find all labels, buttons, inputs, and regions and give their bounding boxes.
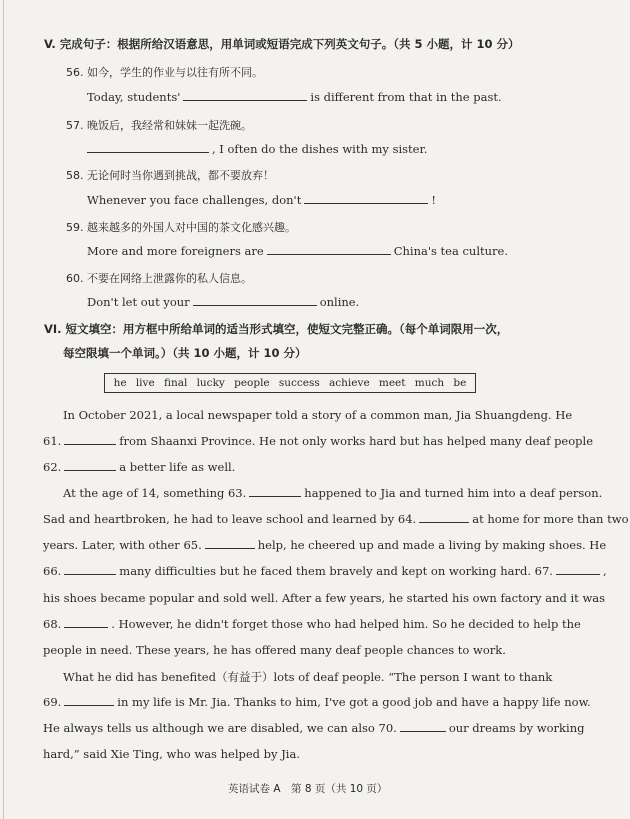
section-5-heading: V. 完成句子：根据所给汉语意思，用单词或短语完成下列英文句子。（共 5 小题，计 10 分）: [44, 37, 520, 51]
q56-blank[interactable]: [183, 99, 307, 101]
passage-text: Sad and heartbroken, he had to leave school and learned by 64.: [43, 512, 417, 526]
q60-text-b: online.: [319, 295, 360, 309]
section-6-heading-2: 每空限填一个单词。）（共 10 小题，计 10 分）: [63, 346, 307, 360]
q58-text-b: !: [431, 193, 436, 207]
blank-69[interactable]: [64, 704, 114, 706]
passage-line-3: [43, 460, 235, 474]
passage-line-8: his shoes became popular and sold well. After a few years, he started his own factory and it was: [43, 591, 606, 605]
blank-70[interactable]: [400, 730, 446, 732]
q57-blank[interactable]: [87, 151, 209, 153]
passage-line-7: [43, 564, 607, 578]
passage-text: At the age of 14, something 63.: [63, 486, 247, 500]
blank-number-69: 69.: [43, 695, 62, 709]
blank-63[interactable]: [249, 495, 301, 497]
passage-text: our dreams by working: [448, 721, 585, 735]
blank-61[interactable]: [64, 443, 116, 445]
word-box-item: final: [163, 377, 188, 389]
blank-number-62: 62.: [43, 460, 62, 474]
q58-blank[interactable]: [304, 202, 428, 204]
q60-chinese: 60. 不要在网络上泄露你的私人信息。: [66, 272, 252, 285]
blank-number-68: 68.: [43, 617, 62, 631]
blank-number-61: 61.: [43, 434, 62, 448]
q59-english: [87, 244, 508, 258]
q59-blank[interactable]: [267, 253, 391, 255]
passage-text: He always tells us although we are disabled, we can also 70.: [43, 721, 397, 735]
passage-text: from Shaanxi Province. He not only works hard but has helped many deaf people: [119, 434, 594, 448]
passage-text: a better life as well.: [119, 460, 236, 474]
passage-line-14: hard,” said Xie Ting, who was helped by Jia.: [43, 747, 300, 761]
q58-text-a: Whenever you face challenges, don't: [87, 193, 302, 207]
passage-line-12: [43, 695, 591, 709]
word-box-item: meet: [378, 377, 406, 389]
passage-text: in my life is Mr. Jia. Thanks to him, I've got a good job and have a happy life now.: [117, 695, 591, 709]
q59-text-b: China's tea culture.: [393, 244, 509, 258]
page-edge: [3, 0, 4, 819]
passage-line-9: [43, 617, 581, 631]
passage-text: help, he cheered up and made a living by making shoes. He: [257, 538, 607, 552]
word-box-item: success: [278, 377, 320, 389]
passage-text: years. Later, with other 65.: [43, 538, 202, 552]
section-6-heading-1: VI. 短文填空：用方框中所给单词的适当形式填空，使短文完整正确。（每个单词限用一次，: [44, 322, 509, 336]
passage-text: happened to Jia and turned him into a deaf person.: [304, 486, 603, 500]
q60-text-a: Don't let out your: [87, 295, 190, 309]
passage-line-1: In October 2021, a local newspaper told a story of a common man, Jia Shuangdeng. He: [63, 408, 573, 422]
passage-text: . However, he didn't forget those who had helped him. So he decided to help the: [111, 617, 581, 631]
passage-text: ,: [602, 564, 607, 578]
q56-english: [87, 90, 502, 104]
passage-line-6: [43, 538, 606, 552]
passage-line-11: What he did has benefited（有益于）lots of deaf people. “The person I want to thank: [63, 670, 553, 684]
blank-66[interactable]: [64, 573, 116, 575]
q57-text-b: , I often do the dishes with my sister.: [212, 142, 428, 156]
blank-64[interactable]: [419, 521, 469, 523]
q56-text-b: is different from that in the past.: [310, 90, 502, 104]
passage-line-13: [43, 721, 584, 735]
q58-chinese: 58. 无论何时当你遇到挑战，都不要放弃！: [66, 169, 274, 182]
q56-text-a: Today, students': [87, 90, 181, 104]
word-box: [104, 373, 476, 393]
word-box-item: be: [453, 377, 467, 389]
passage-text: at home for more than two: [472, 512, 629, 526]
q58-english: [87, 193, 436, 207]
q60-blank[interactable]: [193, 304, 317, 306]
word-box-item: lucky: [196, 377, 225, 389]
blank-62[interactable]: [64, 469, 116, 471]
passage-line-4: [63, 486, 602, 500]
blank-67[interactable]: [556, 573, 600, 575]
word-box-item: people: [234, 377, 270, 389]
q56-chinese: 56. 如今，学生的作业与以往有所不同。: [66, 66, 263, 79]
word-box-item: achieve: [329, 377, 370, 389]
q60-english: [87, 295, 359, 309]
passage-line-2: [43, 434, 593, 448]
passage-line-5: [43, 512, 629, 526]
q59-chinese: 59. 越来越多的外国人对中国的茶文化感兴趣。: [66, 221, 296, 234]
word-box-item: he: [113, 377, 127, 389]
page-footer: 英语试卷 A 第 8 页（共 10 页）: [228, 783, 388, 795]
q57-chinese: 57. 晚饭后，我经常和妹妹一起洗碗。: [66, 119, 252, 132]
passage-line-10: people in need. These years, he has offered many deaf people chances to work.: [43, 643, 506, 657]
blank-number-66: 66.: [43, 564, 62, 578]
blank-68[interactable]: [64, 626, 108, 628]
word-box-item: live: [135, 377, 155, 389]
blank-65[interactable]: [205, 547, 255, 549]
word-box-item: much: [414, 377, 445, 389]
q57-english: [87, 142, 427, 156]
passage-text: many difficulties but he faced them bravely and kept on working hard. 67.: [119, 564, 553, 578]
q59-text-a: More and more foreigners are: [87, 244, 264, 258]
